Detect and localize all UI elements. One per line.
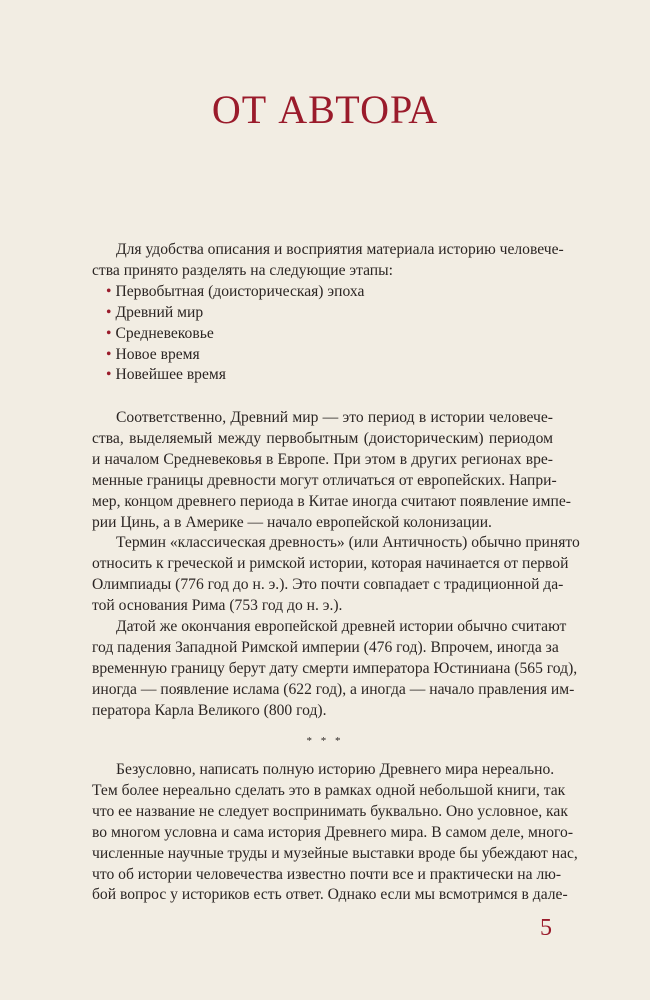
text-line: временную границу берут дату смерти императора Юстиниана (565 год), xyxy=(92,659,578,677)
text-line: численные научные труды и музейные выставки вроде бы убеждают нас, xyxy=(92,844,578,862)
text-line: мер, концом древнего периода в Китае иногда считают появление импе- xyxy=(92,492,571,510)
text-line: ператора Карла Великого (800 год). xyxy=(92,701,327,719)
text-line: ства принято разделять на следующие этапы: xyxy=(92,261,393,279)
text-line: что об истории человечества известно почти все и практически на лю- xyxy=(92,865,562,883)
paragraph xyxy=(92,408,571,533)
intro-paragraph xyxy=(92,240,564,386)
section-separator: * * * xyxy=(306,735,344,747)
text-line: бой вопрос у историков есть ответ. Однако если мы всмотримся в дале- xyxy=(92,886,568,904)
text-line: Олимпиады (776 год до н. э.). Это почти совпадает с традиционной да- xyxy=(92,576,564,594)
page-number: 5 xyxy=(540,915,552,941)
text-line: во многом условна и сама история Древнего мира. В самом деле, много- xyxy=(92,823,574,841)
list-item: • Первобытная (доисторическая) эпоха xyxy=(106,282,365,300)
bullet-icon: • xyxy=(106,324,112,342)
chapter-title: ОТ АВТОРА xyxy=(211,87,439,132)
text-line: Соответственно, Древний мир — это период в истории человече- xyxy=(116,409,553,426)
bullet-icon: • xyxy=(106,282,112,300)
text-line: Термин «классическая древность» (или Античность) обычно принято xyxy=(116,534,580,552)
text-line: рии Цинь, а в Америке — начало европейской колонизации. xyxy=(92,513,492,531)
list-item: • Древний мир xyxy=(106,303,204,321)
text-line: относить к греческой и римской истории, которая начинается от первой xyxy=(92,555,569,573)
bullet-icon: • xyxy=(106,366,112,384)
text-line: ства, выделяемый между первобытным (доисторическим) периодом xyxy=(92,429,553,447)
bullet-icon: • xyxy=(106,303,112,321)
text-line: год падения Западной Римской империи (476 год). Впрочем, иногда за xyxy=(92,638,559,656)
list-item: • Средневековье xyxy=(106,324,214,342)
list-item: • Новейшее время xyxy=(106,366,226,384)
text-line: Для удобства описания и восприятия материала историю человече- xyxy=(116,241,564,258)
paragraph xyxy=(92,533,580,617)
text-line: Датой же окончания европейской древней истории обычно считают xyxy=(116,618,567,636)
text-line: что ее название не следует воспринимать буквально. Оно условное, как xyxy=(92,802,568,820)
text-line: и началом Средневековья в Европе. При этом в других регионах вре- xyxy=(92,450,553,468)
list-item: • Новое время xyxy=(106,345,200,363)
body-paragraphs xyxy=(92,408,580,722)
periods-list xyxy=(92,282,553,387)
text-line: той основания Рима (753 год до н. э.). xyxy=(92,597,343,615)
text-line: Тем более нереально сделать это в рамках одной небольшой книги, так xyxy=(92,781,566,799)
text-line: иногда — появление ислама (622 год), а иногда — начало правления им- xyxy=(92,680,575,698)
text-line: Безусловно, написать полную историю Древнего мира нереально. xyxy=(116,761,555,778)
text-line: менные границы древности могут отличаться от европейских. Напри- xyxy=(92,471,557,489)
paragraph xyxy=(92,760,578,906)
paragraph xyxy=(92,617,578,722)
bullet-icon: • xyxy=(106,345,112,363)
